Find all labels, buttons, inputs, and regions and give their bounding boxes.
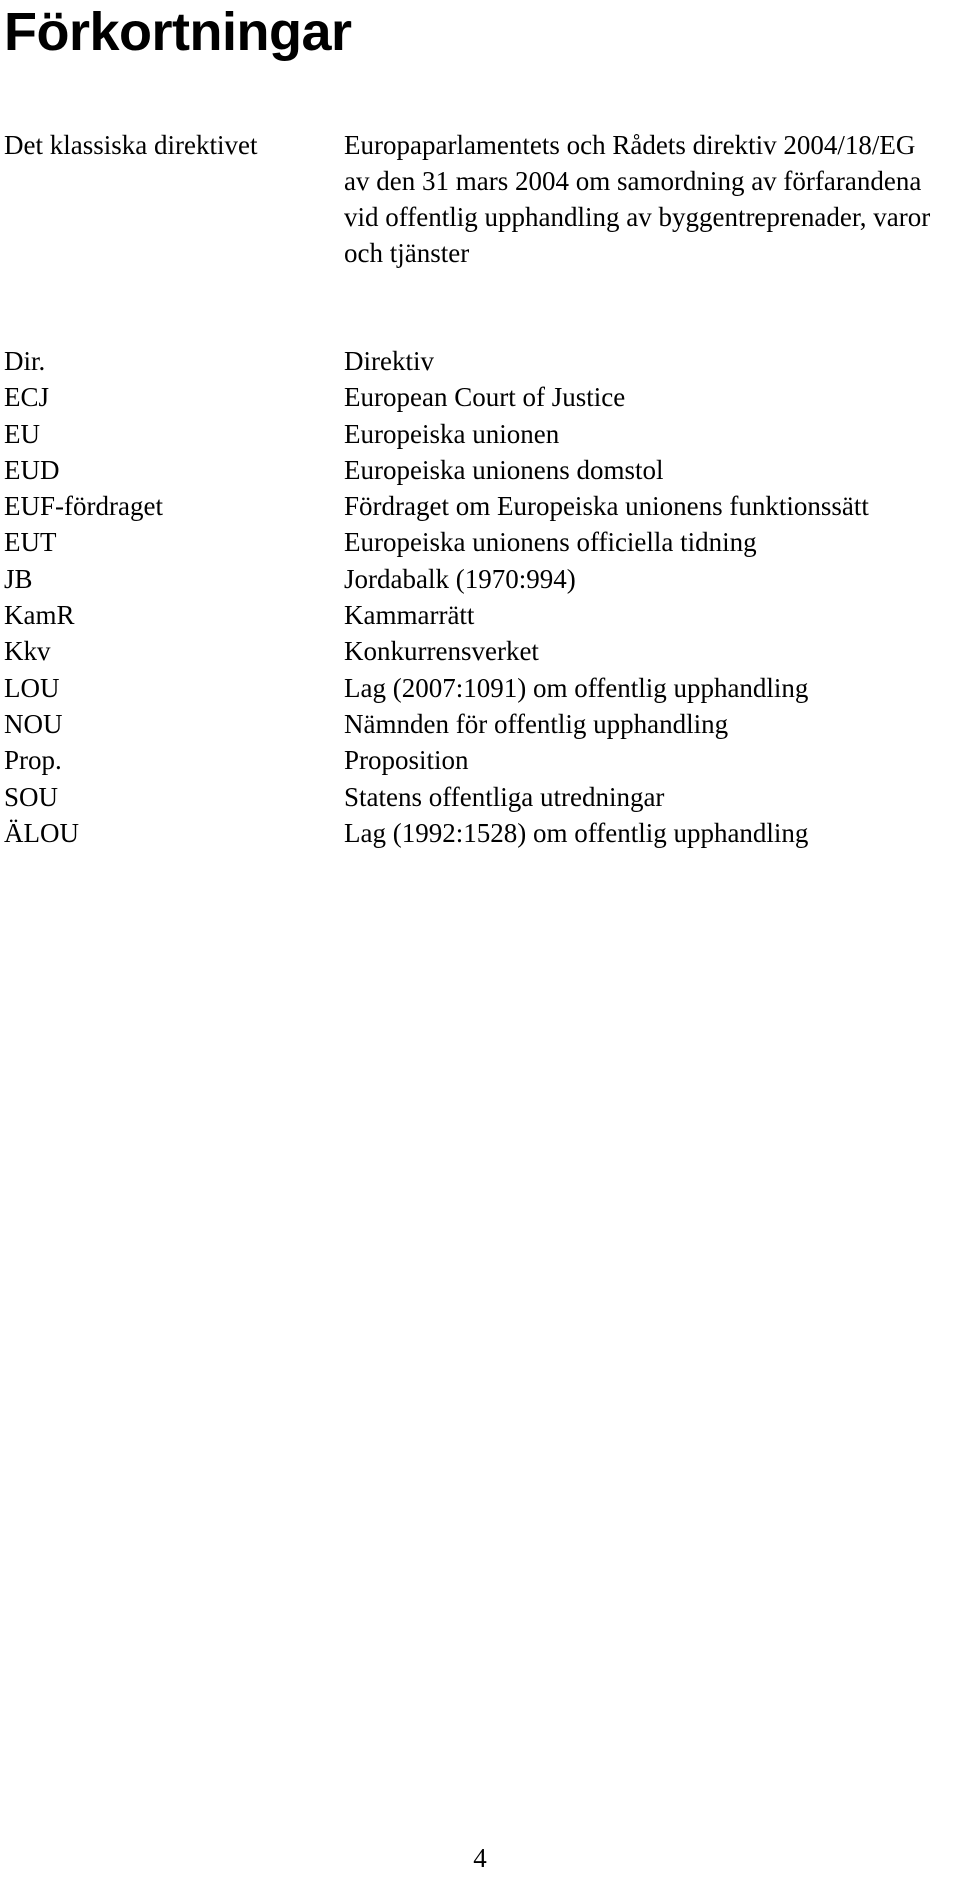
abbreviation-row: [4, 416, 954, 452]
abbreviation-row: [4, 343, 954, 379]
abbreviation-row: [4, 633, 954, 669]
abbreviation-term: Dir.: [4, 346, 46, 376]
abbreviation-meaning: Europeiska unionens officiella tidning: [344, 527, 757, 558]
abbreviation-term: ÄLOU: [4, 817, 79, 848]
intro-description: Europaparlamentets och Rådets direktiv 2004/18/EG av den 31 mars 2004 om samordning av förfarandena vid offentlig upphandling av byggentreprenader, varor och tjänster: [344, 130, 931, 268]
abbreviation-meaning: Fördraget om Europeiska unionens funktionssätt: [344, 491, 869, 522]
abbreviation-meaning: Nämnden för offentlig upphandling: [344, 708, 729, 739]
abbreviation-row: [4, 597, 954, 633]
abbreviation-term: EUF-fördraget: [4, 491, 163, 522]
abbreviation-meaning: European Court of Justice: [344, 382, 626, 413]
abbreviation-term: Kkv: [4, 636, 51, 667]
abbreviation-meaning: Europeiska unionen: [344, 418, 560, 449]
abbreviation-row: [4, 815, 954, 851]
abbreviation-list: [4, 343, 954, 851]
abbreviation-term: JB: [4, 563, 33, 594]
abbreviation-row: [4, 488, 954, 524]
intro-term: Det klassiska direktivet: [4, 130, 258, 160]
abbreviation-term: EUT: [4, 527, 57, 558]
abbreviation-meaning: Konkurrensverket: [344, 636, 539, 667]
abbreviation-meaning: Europeiska unionens domstol: [344, 454, 664, 485]
page-title: Förkortningar: [4, 2, 352, 62]
abbreviation-term: ECJ: [4, 382, 50, 413]
abbreviation-row: [4, 779, 954, 815]
abbreviation-row: [4, 670, 954, 706]
abbreviation-row: [4, 452, 954, 488]
abbreviation-meaning: Proposition: [344, 745, 469, 776]
abbreviation-term: LOU: [4, 672, 60, 703]
abbreviation-term: NOU: [4, 708, 63, 739]
abbreviation-row: [4, 742, 954, 778]
abbreviation-row: [4, 524, 954, 560]
page-number: 4: [473, 1843, 487, 1873]
abbreviation-meaning: Lag (2007:1091) om offentlig upphandling: [344, 672, 809, 703]
abbreviation-row: [4, 379, 954, 415]
abbreviation-term: Prop.: [4, 745, 62, 776]
abbreviation-term: KamR: [4, 600, 75, 631]
abbreviation-meaning: Lag (1992:1528) om offentlig upphandling: [344, 817, 809, 848]
abbreviation-meaning: Kammarrätt: [344, 600, 475, 631]
abbreviation-row: [4, 706, 954, 742]
abbreviation-term: SOU: [4, 781, 59, 812]
abbreviation-term: EUD: [4, 454, 60, 485]
abbreviation-meaning: Direktiv: [344, 346, 434, 376]
abbreviation-meaning: Statens offentliga utredningar: [344, 781, 665, 812]
abbreviation-row: [4, 561, 954, 597]
abbreviation-term: EU: [4, 418, 40, 449]
abbreviation-meaning: Jordabalk (1970:994): [344, 563, 576, 594]
